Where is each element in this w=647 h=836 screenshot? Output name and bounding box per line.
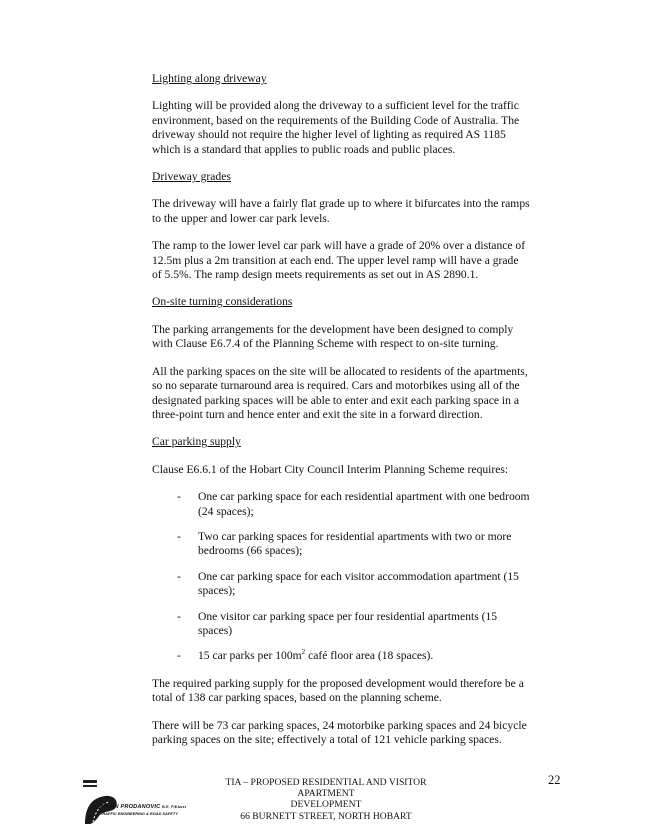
list-dash: -: [177, 609, 181, 623]
paragraph-supply-total: The required parking supply for the proposed development would therefore be a total of 138 car parking spaces, based on the planning scheme.: [152, 676, 524, 705]
paragraph-lighting: Lighting will be provided along the driveway to a sufficient level for the traffic environment, based on the requirements of the Building Code of Australia. The driveway should not require the higher level of lighting as required AS 1185 which is a standard that applies to public roads and public places.: [152, 99, 520, 156]
list-item-text-pre: 15 car parks per 100m: [198, 649, 302, 663]
list-item: [152, 610, 530, 639]
company-logo: [83, 780, 198, 825]
list-dash: -: [177, 649, 181, 663]
list-item: [152, 570, 530, 599]
list-dash: -: [177, 529, 181, 543]
list-dash: -: [177, 490, 181, 504]
logo-name: [100, 804, 186, 810]
list-item-text: One car parking space for each visitor accommodation apartment (15 spaces);: [198, 569, 519, 598]
logo-bar-mid: [83, 785, 97, 787]
heading-driveway-grades: Driveway grades: [152, 170, 231, 184]
list-item-text: Two car parking spaces for residential apartments with two or more bedrooms (66 spaces);: [198, 529, 512, 558]
logo-quals: B.E. FIEAust: [162, 805, 187, 809]
heading-car-parking-supply: Car parking supply: [152, 435, 241, 449]
paragraph-grades-2: The ramp to the lower level car park will have a grade of 20% over a distance of 12.5m plus a 2m transition at each end. The upper level ramp will have a grade of 5.5%. The ramp design meets requirements as set out in AS 2890.1.: [152, 239, 526, 282]
list-item-text: One car parking space for each residential apartment with one bedroom (24 spaces);: [198, 490, 530, 518]
heading-turning: On-site turning considerations: [152, 295, 293, 309]
paragraph-grades-1: The driveway will have a fairly flat grade up to where it bifurcates into the ramps to the upper and lower car park levels.: [152, 197, 530, 225]
list-item: [152, 530, 530, 559]
paragraph-supply-intro: Clause E6.6.1 of the Hobart City Council Interim Planning Scheme requires:: [152, 462, 509, 476]
heading-lighting: Lighting along driveway: [152, 72, 267, 85]
logo-name-text: MILAN PRODANOVIC: [100, 804, 161, 810]
footer: [200, 777, 452, 822]
list-item: [152, 490, 530, 519]
paragraph-supply-site: There will be 73 car parking spaces, 24 motorbike parking spaces and 24 bicycle parking spaces on the site; effectively a total of 121 vehicle parking spaces.: [152, 718, 527, 746]
paragraph-turning-1: The parking arrangements for the development have been designed to comply with Clause E6.7.4 of the Planning Scheme with respect to on-site turning.: [152, 322, 514, 351]
list-item: [152, 649, 530, 663]
superscript-2: 2: [301, 648, 306, 657]
list-item-text-post: café floor area (18 spaces).: [305, 649, 434, 663]
footer-line-3: 66 BURNETT STREET, NORTH HOBART: [240, 810, 412, 822]
footer-line-1: TIA – PROPOSED RESIDENTIAL AND VISITOR APARTMENT: [225, 777, 427, 800]
list-dash: -: [177, 569, 181, 583]
logo-bar-top: [83, 780, 97, 783]
document-body: [152, 72, 530, 760]
list-item-text: One visitor car parking space per four residential apartments (15 spaces): [198, 609, 498, 637]
footer-line-2: DEVELOPMENT: [290, 799, 362, 811]
page-number: 22: [548, 773, 561, 787]
requirements-list: [152, 490, 530, 664]
logo-tagline: TRAFFIC ENGINEERING & ROAD SAFETY: [100, 811, 178, 816]
paragraph-turning-2: All the parking spaces on the site will be allocated to residents of the apartments, so no separate turnaround area is required. Cars and motorbikes using all of the designated parking spaces will be able to enter and exit each parking space in a three-point turn and hence enter and exit the site in a forward direction.: [152, 364, 528, 421]
